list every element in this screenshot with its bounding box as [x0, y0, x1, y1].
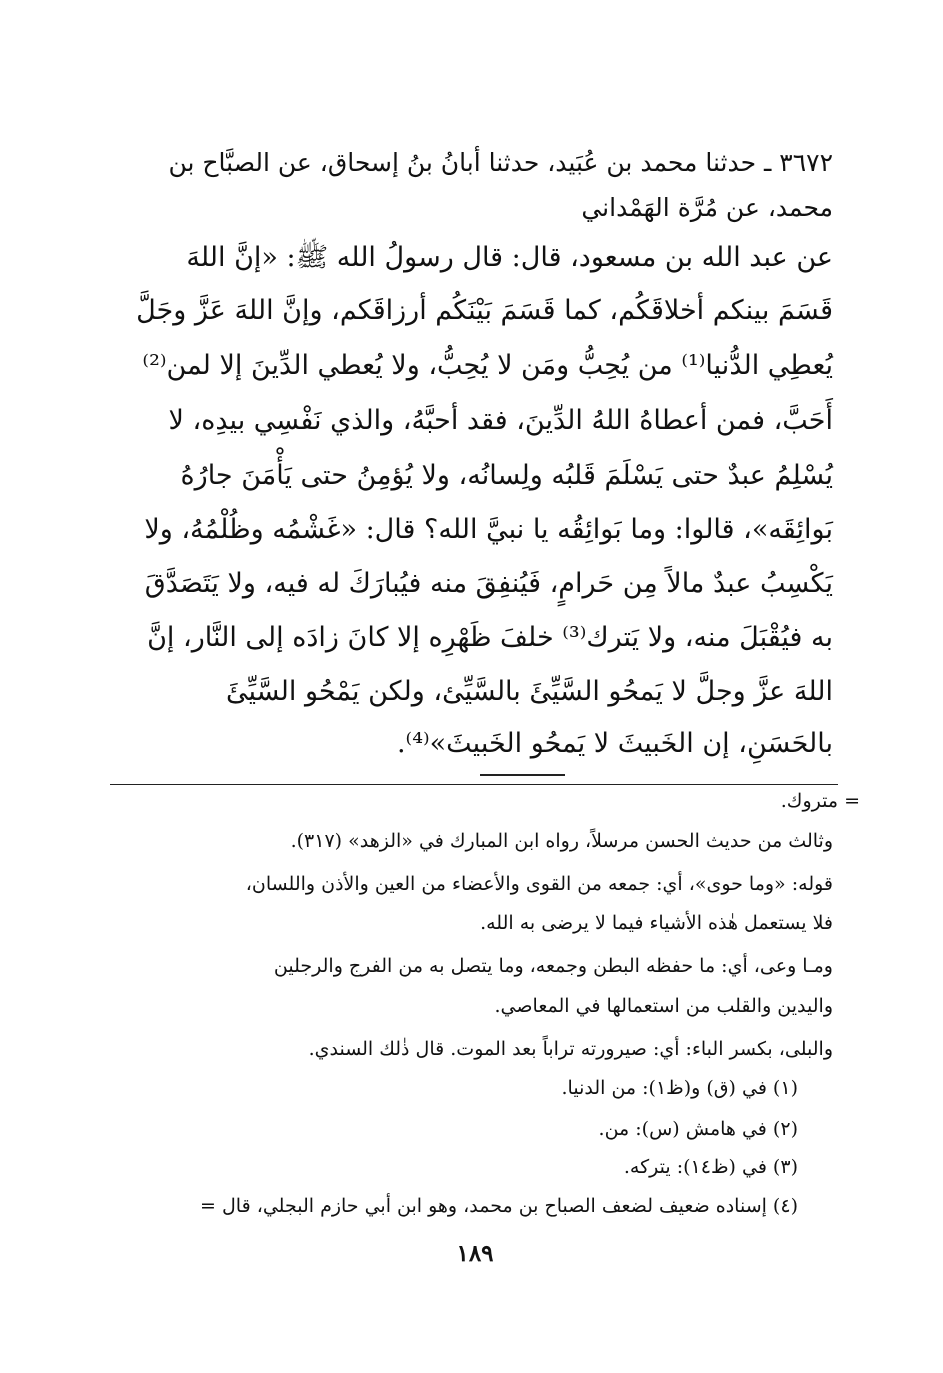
matn-line-2: قَسَمَ بينكم أخلاقَكُم، كما قَسَمَ بَيْنَكُم أرزاقَكم، وإنَّ اللهَ عَزَّ وجَلَّ — [136, 295, 833, 326]
footnote-text-3: فلا يستعمل هٰذه الأشياء فيما لا يرضى به الله. — [480, 912, 833, 934]
footnote-text-1: وثالث من حديث الحسن مرسلاً، رواه ابن المبارك في «الزهد» (٣١٧). — [290, 830, 833, 852]
footnote-2: (٢) في هامش (س): من. — [598, 1118, 798, 1140]
footnote-text-2: قوله: «وما حوى»، أي: جمعه من القوى والأعضاء من العين والأذن واللسان، — [245, 873, 833, 895]
matn-line-9: اللهَ عزَّ وجلَّ لا يَمحُو السَّيِّئَ بالسَّيِّئ، ولكن يَمْحُو السَّيِّئَ — [225, 676, 833, 707]
matn-line-3: يُعطِي الدُّنيا⁽¹⁾ من يُحِبُّ ومَن لا يُحِبُّ، ولا يُعطي الدِّينَ إلا لمن⁽²⁾ — [142, 350, 833, 381]
matn-line-4: أَحَبَّ، فمن أعطاهُ اللهُ الدِّينَ، فقد أحبَّهُ، والذي نَفْسِي بيدِه، لا — [168, 405, 833, 436]
matn-line-8: به فيُقْبَلَ منه، ولا يَترك⁽³⁾ خلفَ ظَهْرِه إلا كانَ زادَه إلى النَّار، إنَّ — [147, 622, 833, 653]
footnote-1: (١) في (ق) و(ظ١): من الدنيا. — [561, 1077, 798, 1099]
matn-line-10: بالحَسَنِ، إن الخَبيثَ لا يَمحُو الخَبيثَ»⁽⁴⁾. — [396, 728, 833, 759]
page-number: ١٨٩ — [456, 1240, 494, 1267]
footnote-separator — [110, 784, 838, 785]
matn-line-7: يَكْسِبُ عبدٌ مالاً مِن حَرامٍ، فَيُنفِقَ منه فيُبارَكَ له فيه، ولا يَتَصَدَّقَ — [144, 568, 833, 599]
footnote-text-6: والبلى، بكسر الباء: أي: صيرورته تراباً بعد الموت. قال ذٰلك السندي. — [308, 1038, 833, 1060]
matn-line-1: عن عبد الله بن مسعود، قال: قال رسولُ الله ﷺ: «إنَّ اللهَ — [186, 242, 833, 273]
footnote-text-5: واليدين والقلب من استعمالها في المعاصي. — [494, 995, 833, 1017]
footnote-3: (٣) في (ظ١٤): يتركه. — [623, 1156, 798, 1178]
matn-line-5: يُسْلِمُ عبدٌ حتى يَسْلَمَ قَلبُه ولِسانُه، ولا يُؤمِنُ حتى يَأْمَنَ جارُهُ — [180, 460, 833, 491]
matn-line-6: بَوائِقَه»، قالوا: وما بَوائِقُه يا نبيَّ الله؟ قال: «غَشْمُه وظُلْمُهُ، ولا — [144, 514, 833, 545]
footnote-4: (٤) إسناده ضعيف لضعف الصباح بن محمد، وهو ابن أبي حازم البجلي، قال = — [200, 1195, 798, 1217]
isnad-line-2: محمد، عن مُرَّة الهَمْداني — [581, 193, 833, 222]
footnote-continuation: = متروك. — [780, 790, 860, 812]
footnote-text-4: ومـا وعى، أي: ما حفظه البطن وجمعه، وما يتصل به من الفرج والرجلين — [273, 955, 833, 977]
isnad-line-1: ٣٦٧٢ ـ حدثنا محمد بن عُبَيد، حدثنا أبانُ بنُ إسحاق، عن الصبَّاح بن — [168, 148, 833, 177]
matn-underline — [480, 774, 565, 776]
